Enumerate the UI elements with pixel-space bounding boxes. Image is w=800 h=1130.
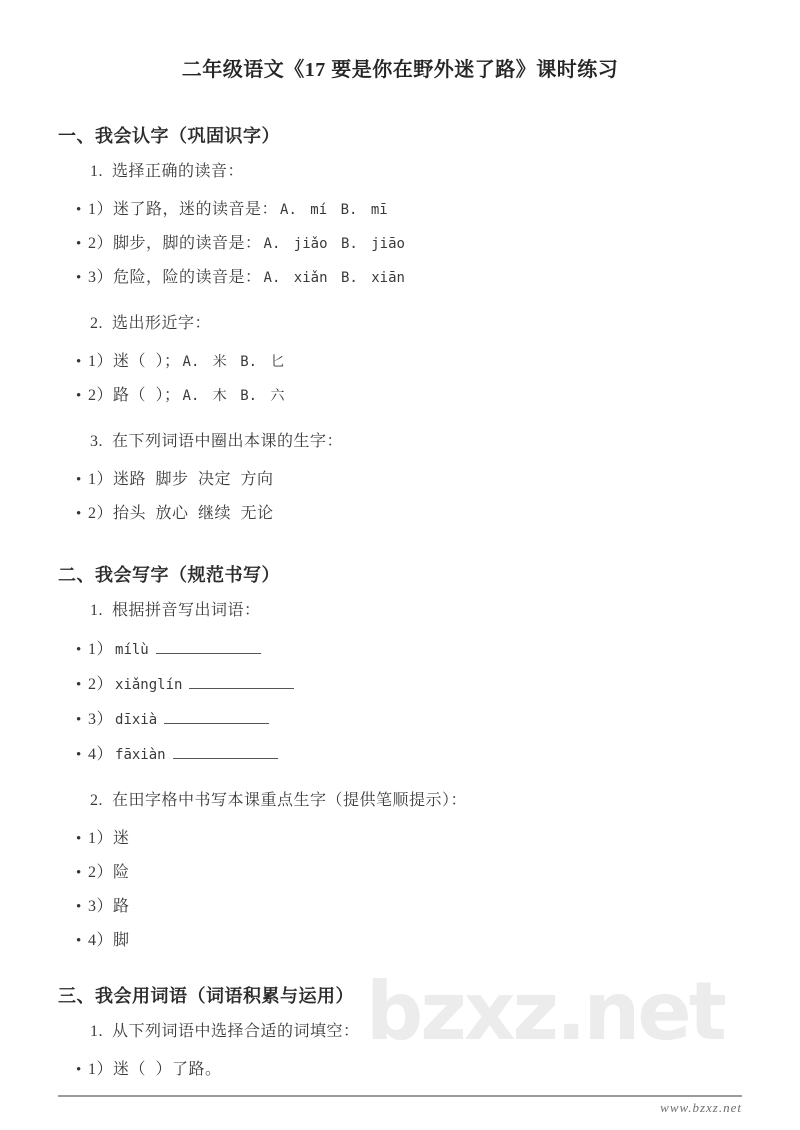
answer-blank	[189, 675, 294, 689]
group-prompt	[58, 433, 742, 450]
list-item	[58, 505, 742, 523]
bullet-icon: •	[76, 747, 82, 763]
prompt-text: 选出形近字：	[112, 315, 212, 332]
bullet-icon: •	[76, 236, 82, 252]
item-list	[58, 1061, 742, 1079]
question-group	[58, 163, 742, 287]
answer-blank	[164, 710, 269, 724]
list-item	[58, 932, 742, 950]
prompt-number: 1.	[90, 1023, 103, 1040]
item-text: 2）险	[88, 864, 130, 881]
section-recognize-characters	[58, 126, 742, 523]
group-prompt	[58, 1023, 742, 1040]
bullet-icon: •	[76, 865, 82, 881]
answer-blank	[156, 640, 261, 654]
bullet-icon: •	[76, 831, 82, 847]
item-text: 3）危险，险的读音是：	[88, 269, 262, 286]
section-write-characters	[58, 565, 742, 950]
bullet-icon: •	[76, 270, 82, 286]
item-text: 2）	[88, 676, 114, 693]
bullet-icon: •	[76, 712, 82, 728]
item-text: 1）迷路 脚步 决定 方向	[88, 471, 274, 488]
bullet-icon: •	[76, 677, 82, 693]
item-text: 1）迷（ ）了路。	[88, 1061, 222, 1078]
prompt-number: 3.	[90, 433, 103, 450]
item-options: A. 米 B. 匕	[182, 354, 285, 370]
list-item	[58, 387, 742, 405]
item-text: 3）	[88, 711, 114, 728]
item-text: 2）抬头 放心 继续 无论	[88, 505, 274, 522]
bullet-icon: •	[76, 388, 82, 404]
question-group	[58, 602, 742, 764]
item-text: 4）脚	[88, 932, 130, 949]
list-item	[58, 830, 742, 848]
prompt-number: 2.	[90, 792, 103, 809]
item-text: 1）	[88, 641, 114, 658]
prompt-text: 在田字格中书写本课重点生字（提供笔顺提示）：	[112, 792, 468, 809]
item-options: A. jiǎo B. jiāo	[263, 236, 405, 252]
list-item	[58, 710, 742, 729]
bullet-icon: •	[76, 472, 82, 488]
watermark: bzxz.net	[366, 965, 724, 1058]
prompt-text: 根据拼音写出词语：	[112, 602, 261, 619]
list-item	[58, 471, 742, 489]
group-prompt	[58, 315, 742, 332]
section-use-words	[58, 986, 742, 1079]
item-text: 3）路	[88, 898, 130, 915]
item-list	[58, 830, 742, 950]
item-list	[58, 201, 742, 287]
answer-blank	[173, 745, 278, 759]
list-item	[58, 898, 742, 916]
prompt-number: 1.	[90, 163, 103, 180]
question-group	[58, 1023, 742, 1079]
section-heading: 二、我会写字（规范书写）	[58, 565, 280, 585]
bullet-icon: •	[76, 642, 82, 658]
prompt-number: 2.	[90, 315, 103, 332]
bullet-icon: •	[76, 933, 82, 949]
list-item	[58, 675, 742, 694]
item-text: 4）	[88, 746, 114, 763]
question-group	[58, 315, 742, 405]
group-prompt	[58, 792, 742, 809]
prompt-text: 选择正确的读音：	[112, 163, 245, 180]
list-item	[58, 745, 742, 764]
question-group	[58, 792, 742, 950]
list-item	[58, 640, 742, 659]
list-item	[58, 201, 742, 219]
item-list	[58, 471, 742, 523]
section-heading: 三、我会用词语（词语积累与运用）	[58, 986, 354, 1006]
bullet-icon: •	[76, 899, 82, 915]
prompt-number: 1.	[90, 602, 103, 619]
bullet-icon: •	[76, 506, 82, 522]
item-text: 2）脚步，脚的读音是：	[88, 235, 262, 252]
list-item	[58, 353, 742, 371]
item-options: A. xiǎn B. xiān	[263, 270, 405, 286]
item-list	[58, 353, 742, 405]
item-text: 1）迷	[88, 830, 130, 847]
page-title: 二年级语文《17 要是你在野外迷了路》课时练习	[181, 59, 619, 81]
bullet-icon: •	[76, 1062, 82, 1078]
pinyin-text: xiǎnglín	[115, 677, 183, 693]
item-text: 1）迷了路，迷的读音是：	[88, 201, 279, 218]
group-prompt	[58, 163, 742, 180]
list-item	[58, 1061, 742, 1079]
pinyin-text: mílù	[115, 642, 149, 658]
section-heading: 一、我会认字（巩固识字）	[58, 126, 280, 146]
item-text: 2）路（ ）；	[88, 387, 181, 404]
pinyin-text: fāxiàn	[115, 747, 166, 763]
item-list	[58, 640, 742, 764]
bullet-icon: •	[76, 354, 82, 370]
pinyin-text: dīxià	[115, 712, 158, 728]
prompt-text: 从下列词语中选择合适的词填空：	[112, 1023, 360, 1040]
item-options: A. 木 B. 六	[182, 388, 285, 404]
list-item	[58, 864, 742, 882]
question-group	[58, 433, 742, 523]
prompt-text: 在下列词语中圈出本课的生字：	[112, 433, 344, 450]
item-text: 1）迷（ ）；	[88, 353, 181, 370]
list-item	[58, 235, 742, 253]
item-options: A. mí B. mī	[280, 202, 388, 218]
footer-url: www.bzxz.net	[660, 1100, 742, 1115]
group-prompt	[58, 602, 742, 619]
footer-divider	[58, 1095, 742, 1097]
list-item	[58, 269, 742, 287]
bullet-icon: •	[76, 202, 82, 218]
